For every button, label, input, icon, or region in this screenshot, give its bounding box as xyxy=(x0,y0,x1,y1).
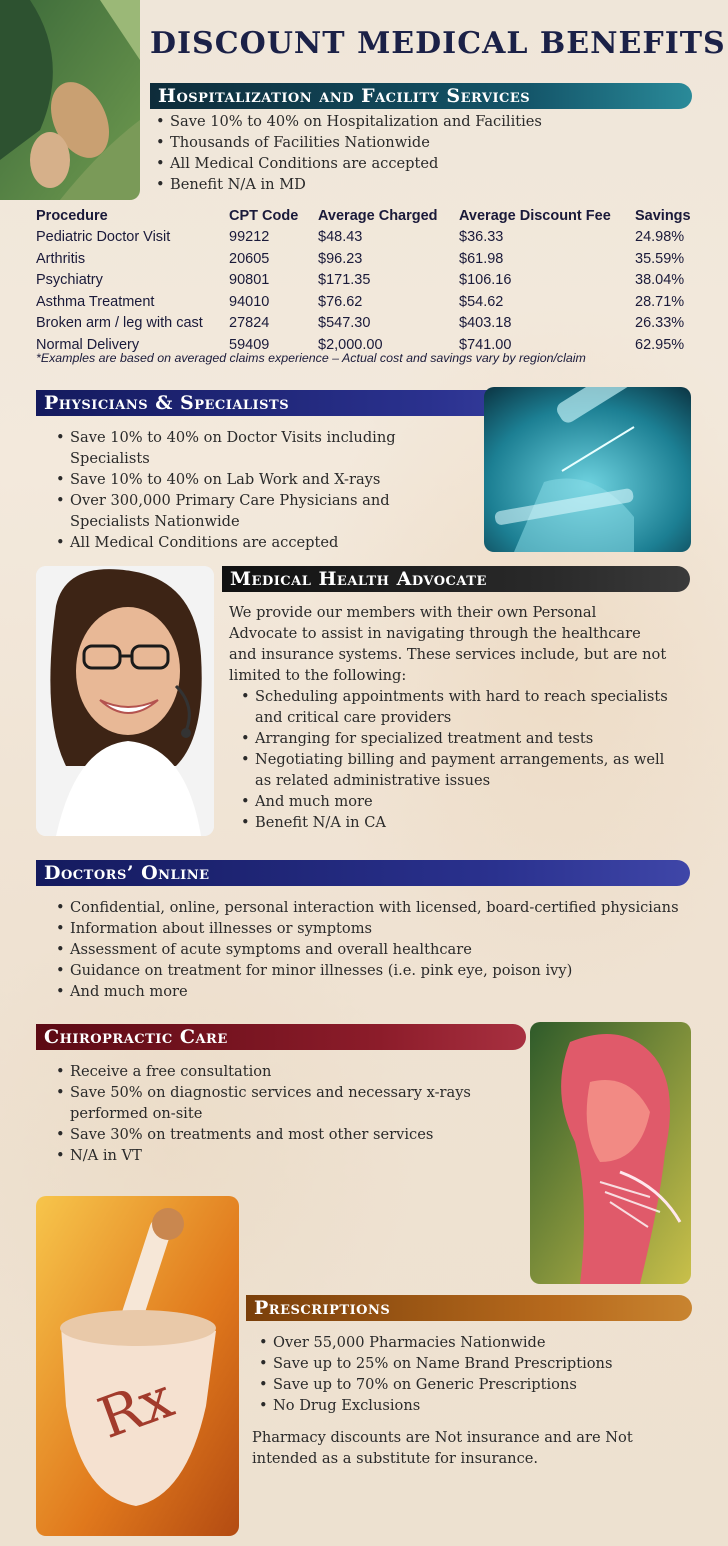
advocate-bullets xyxy=(241,686,669,833)
list-item: • Scheduling appointments with hard to reach specialists and critical care providers xyxy=(241,686,669,728)
table-row xyxy=(36,291,693,313)
advocate-body xyxy=(229,602,669,833)
table-cell: $171.35 xyxy=(318,272,371,289)
physicians-heading: Physicians & Specialists xyxy=(36,390,596,416)
table-cell: $36.33 xyxy=(459,229,504,246)
column-header: Procedure xyxy=(36,207,108,224)
mortar-pestle-photo xyxy=(36,1196,239,1536)
table-cell: 59409 xyxy=(229,336,270,353)
table-row xyxy=(36,270,693,292)
table-cell: $48.43 xyxy=(318,229,363,246)
list-item: • Benefit N/A in MD xyxy=(156,174,676,195)
list-item: • All Medical Conditions are accepted xyxy=(56,532,466,553)
table-cell: $61.98 xyxy=(459,250,504,267)
list-item: • Confidential, online, personal interaction with licensed, board-certified physicians xyxy=(56,897,696,918)
back-pain-photo xyxy=(530,1022,691,1284)
table-cell: 26.33% xyxy=(635,315,685,332)
physicians-bullets xyxy=(56,427,466,553)
table-cell: $54.62 xyxy=(459,293,504,310)
table-cell: $547.30 xyxy=(318,315,371,332)
table-cell: Psychiatry xyxy=(36,272,103,289)
table-cell: 28.71% xyxy=(635,293,685,310)
list-item: • All Medical Conditions are accepted xyxy=(156,153,676,174)
table-cell: Pediatric Doctor Visit xyxy=(36,229,171,246)
chiropractic-heading: Chiropractic Care xyxy=(36,1024,526,1050)
table-cell: Broken arm / leg with cast xyxy=(36,315,203,332)
list-item: • Save 10% to 40% on Lab Work and X-rays xyxy=(56,469,466,490)
list-item: • Information about illnesses or symptoms xyxy=(56,918,696,939)
chiropractic-bullets xyxy=(56,1061,516,1166)
table-header-row xyxy=(36,205,693,227)
table-cell: 27824 xyxy=(229,315,270,332)
table-cell: 62.95% xyxy=(635,336,685,353)
list-item: • Over 300,000 Primary Care Physicians and Specialists Nationwide xyxy=(56,490,466,532)
table-cell: Normal Delivery xyxy=(36,336,140,353)
claims-footnote: *Examples are based on averaged claims experience – Actual cost and savings vary by region/claim xyxy=(36,351,586,365)
column-header: Savings xyxy=(635,207,691,224)
prescriptions-bullets xyxy=(259,1332,689,1416)
list-item: • Benefit N/A in CA xyxy=(241,812,669,833)
list-item: • Save up to 70% on Generic Prescriptions xyxy=(259,1374,689,1395)
table-cell: $96.23 xyxy=(318,250,363,267)
advocate-photo xyxy=(36,566,214,836)
hospitalization-heading: Hospitalization and Facility Services xyxy=(150,83,692,109)
column-header: Average Charged xyxy=(318,207,438,224)
doctors-online-heading: Doctors’ Online xyxy=(36,860,690,886)
table-cell: 90801 xyxy=(229,272,270,289)
hospitalization-bullets xyxy=(156,111,676,195)
doctors-online-bullets xyxy=(56,897,696,1002)
list-item: • Save 50% on diagnostic services and necessary x-rays performed on-site xyxy=(56,1082,516,1124)
rx-symbol: Rx xyxy=(90,1365,182,1452)
list-item: • Arranging for specialized treatment and tests xyxy=(241,728,669,749)
list-item: • Save 30% on treatments and most other services xyxy=(56,1124,516,1145)
pharmacy-disclaimer: Pharmacy discounts are Not insurance and are Not intended as a substitute for insurance. xyxy=(252,1429,633,1467)
syringe-photo xyxy=(484,387,691,552)
table-cell: Asthma Treatment xyxy=(36,293,155,310)
advocate-intro: We provide our members with their own Personal Advocate to assist in navigating through the healthcare and insurance systems. These services include, but are not limited to the following: xyxy=(229,604,667,684)
table-row xyxy=(36,313,693,335)
table-cell: 99212 xyxy=(229,229,270,246)
page-title: DISCOUNT MEDICAL BENEFITS xyxy=(150,26,726,61)
list-item: • Save up to 25% on Name Brand Prescriptions xyxy=(259,1353,689,1374)
table-cell: $106.16 xyxy=(459,272,512,289)
table-cell: 38.04% xyxy=(635,272,685,289)
list-item: • Negotiating billing and payment arrangements, as well as related administrative issues xyxy=(241,749,669,791)
table-cell: 35.59% xyxy=(635,250,685,267)
table-cell: 20605 xyxy=(229,250,270,267)
list-item: • No Drug Exclusions xyxy=(259,1395,689,1416)
list-item: • Save 10% to 40% on Doctor Visits including Specialists xyxy=(56,427,466,469)
list-item: • Assessment of acute symptoms and overall healthcare xyxy=(56,939,696,960)
column-header: Average Discount Fee xyxy=(459,207,611,224)
table-cell: 24.98% xyxy=(635,229,685,246)
table-row xyxy=(36,227,693,249)
column-header: CPT Code xyxy=(229,207,299,224)
table-row xyxy=(36,248,693,270)
table-cell: $403.18 xyxy=(459,315,512,332)
advocate-heading: Medical Health Advocate xyxy=(222,566,690,592)
list-item: • Guidance on treatment for minor illnesses (i.e. pink eye, poison ivy) xyxy=(56,960,696,981)
list-item: • And much more xyxy=(241,791,669,812)
prescriptions-heading: Prescriptions xyxy=(246,1295,692,1321)
list-item: • Save 10% to 40% on Hospitalization and Facilities xyxy=(156,111,676,132)
list-item: • Over 55,000 Pharmacies Nationwide xyxy=(259,1332,689,1353)
list-item: • Thousands of Facilities Nationwide xyxy=(156,132,676,153)
table-cell: 94010 xyxy=(229,293,270,310)
procedure-table xyxy=(36,205,693,356)
list-item: • Receive a free consultation xyxy=(56,1061,516,1082)
table-cell: $2,000.00 xyxy=(318,336,383,353)
table-cell: Arthritis xyxy=(36,250,86,267)
list-item: • And much more xyxy=(56,981,696,1002)
table-cell: $741.00 xyxy=(459,336,512,353)
surgeon-photo xyxy=(0,0,140,200)
list-item: • N/A in VT xyxy=(56,1145,516,1166)
table-cell: $76.62 xyxy=(318,293,363,310)
